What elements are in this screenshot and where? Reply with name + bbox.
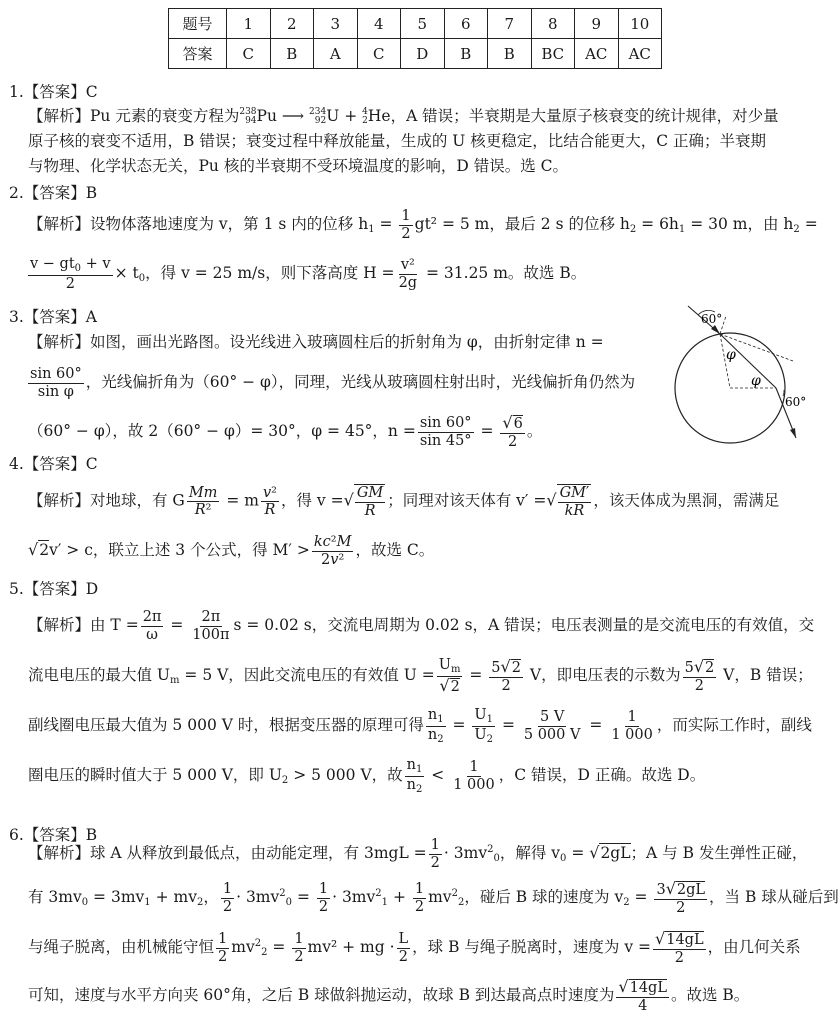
q5-text: 【解析】由 T = — [28, 616, 139, 635]
q5-line-2: 流电电压的最大值 $U_m = 5$ V，因此交流电压的有效值 U = $\frac{U_m}{√2}$ = $\frac{5√2}{2}$ V，即电压表的示数为 $\frac{5√2}{2}$ V，B 错误； — [28, 656, 813, 695]
fraction-half: $\frac{1}{2}$ — [218, 931, 228, 965]
q6-text: 。故选 B。 — [670, 986, 750, 1005]
q5-line-1: 【解析】由 T = $\frac{2\pi}{\omega}$ = $\frac{2\pi}{100\pi}$ s = 0.02 s，交流电周期为 0.02 s，A 错误；电压表测量的是交流电压的有效值，交 — [28, 609, 815, 643]
q6-explanation — [28, 832, 839, 1014]
q6-text: ，球 B 与绳子脱离时，速度为 v = — [412, 938, 652, 957]
table-header-cell: 答案 — [169, 39, 227, 69]
q5-text: s = 0.02 s，交流电周期为 0.02 s，A 错误；电压表测量的是交流电压的有效值，交 — [233, 616, 815, 635]
incident-arrow-icon — [711, 325, 720, 334]
q6-text: · 3mv — [443, 844, 488, 863]
q4-text: ，故选 C。 — [355, 541, 435, 560]
fraction-rms-formula: $\frac{U_m}{√2}$ — [438, 657, 461, 695]
fraction-v2-value: $\frac{3√2gL}{2}$ — [656, 879, 706, 916]
q6-text: ， — [203, 888, 219, 907]
fraction-period-formula: $\frac{2\pi}{\omega}$ — [142, 609, 162, 643]
fraction-voltage-ratio: $\frac{U_1}{U_2}$ — [474, 707, 494, 745]
answer-cell: BC — [531, 39, 575, 69]
q4-text: ，该天体成为黑洞，需满足 — [593, 491, 780, 510]
answer-cell: C — [357, 39, 401, 69]
fraction-snell: $\frac{\sin 60^\circ}{\text{sin φ}}$ — [30, 366, 82, 400]
nuclide-index — [362, 108, 368, 126]
light-path-diagram — [668, 306, 813, 456]
fraction-voltage-values: $\frac{5 V}{5 000 V}$ — [523, 708, 581, 743]
question-number-cell: 4 — [357, 9, 401, 39]
fraction-centripetal: $\frac{\text{v²}}{R}$ — [262, 484, 277, 519]
q5-line-4: 圈电压的瞬时值大于 5 000 V，即 $U_2 > 5$ 000 V，故 $\frac{n_1}{n_2}$ < $\frac{1}{1 000}$ ，C 错误，D 正确。故选 D。 — [28, 757, 706, 795]
q6-line-4 — [28, 978, 749, 1014]
q1-line-1: 【解析】Pu 元素的衰变方程为 238 94 Pu ⟶ 234 92 U + 4 2 He，A 错误；半衰期是大量原子核衰变的统计规律，对少量 — [28, 107, 779, 126]
u-atomic-number: 92 — [314, 116, 327, 126]
q6-text: ，解得 v — [499, 844, 561, 863]
fraction-voltmeter-reading: $\frac{5√2}{2}$ — [684, 656, 715, 694]
q6-answer-heading: 6.【答案】B — [9, 826, 98, 844]
q4-text: ，得 v = — [281, 491, 344, 510]
fraction-earth-speed: $\frac{GM}{R}$ — [354, 484, 385, 519]
q6-text: ，当 B 球从碰后到 — [709, 888, 839, 907]
answer-table-row-numbers — [169, 9, 662, 39]
q4-text: v′ > c，联立上述 3 个公式，得 M′ > — [49, 541, 310, 560]
q4-text: = m — [221, 491, 259, 510]
q5-answer-heading: 5.【答案】D — [9, 580, 99, 598]
angle-arc-bottom — [783, 390, 784, 396]
fraction-sin-ratio: $\frac{\sin 60^\circ}{\sin 45^\circ}$ — [419, 415, 472, 449]
answer-cell: AC — [618, 39, 662, 69]
he-mass-number: 4 — [362, 107, 368, 117]
fraction-half: $\frac{1}{2}$ — [430, 837, 440, 871]
pu-mass-number: 238 — [239, 107, 257, 117]
emergent-arrow-icon — [790, 428, 796, 438]
q5-text: = 5 V，因此交流电压的有效值 U = — [179, 666, 435, 685]
q3-line-3: （60° − φ），故 2（60° − φ）= 30°，φ = 45°，n = $\frac{\sin 60^\circ}{\sin 45^\circ}$ = $\frac{√6}{2}$ 。 — [28, 413, 543, 450]
q1-explanation — [28, 104, 808, 179]
question-number-cell: 8 — [531, 9, 575, 39]
question-number-cell: 6 — [444, 9, 488, 39]
q6-text: mv² + mg · — [307, 938, 395, 957]
fraction-gravity: $\frac{Mm}{\text{R²}}$ — [188, 484, 218, 519]
q5-text: V，B 错误； — [718, 666, 813, 685]
fraction-turns-ratio: $\frac{n_1}{n_2}$ — [427, 707, 444, 745]
q5-text: V，即电压表的示数为 — [524, 666, 681, 685]
fraction-half-length: $\frac{L}{2}$ — [398, 931, 409, 965]
q2-answer-heading: 2.【答案】B — [9, 184, 98, 202]
q2-explanation — [28, 208, 818, 298]
q2-line-2: $\frac{v - gt_0 + v}{2}$ × $t_0$，得 v = 25 m/s，则下落高度 H = $\frac{\text{v²}}{2g}$ = 31.25 m。故选 B。 — [30, 256, 587, 292]
q2-text: 【解析】设物体落地速度为 v，第 1 s 内的位移 h — [28, 215, 369, 234]
q5-text: > 5 000 V，故 — [288, 766, 403, 784]
fraction-rms-value: $\frac{5√2}{2}$ — [491, 656, 521, 694]
answer-table-row-answers — [169, 39, 662, 69]
fraction-ratio-bound: $\frac{1}{1 000}$ — [453, 758, 495, 793]
q5-text: 副线圈电压最大值为 5 000 V 时，根据变压器的原理可得 — [28, 716, 424, 734]
fraction-top-speed: $\frac{√14gL}{4}$ — [618, 977, 667, 1014]
q6-line-3: 与绳子脱离，由机械能守恒 $\frac{1}{2}$ $mv^2_2$ = $\frac{1}{2}$ mv² + mg · $\frac{L}{2}$ ，球 B 与绳子脱离时，速度为 v = $\frac{√14gL}{2}$ ，由几何关系 — [28, 929, 801, 966]
nuclide-index — [239, 108, 256, 126]
q2-text: = 31.25 m。故选 B。 — [421, 264, 587, 283]
phi-label-bottom: φ — [751, 373, 761, 389]
answer-cell: D — [401, 39, 445, 69]
q2-text: = — [799, 215, 818, 234]
q3-text: 。 — [526, 422, 543, 441]
q6-text: = 3mv — [88, 888, 145, 907]
fraction-ratio-value: $\frac{1}{1 000}$ — [611, 708, 653, 743]
fraction-average-velocity: $\frac{v - gt_0 + v}{2}$ — [30, 256, 111, 292]
fraction-half: $\frac{1}{2}$ — [222, 881, 233, 915]
q3-line-2 — [28, 366, 635, 400]
q1-text: 【解析】Pu 元素的衰变方程为 — [28, 107, 240, 125]
q6-text: ，由几何关系 — [707, 938, 801, 957]
question-number-cell: 9 — [575, 9, 619, 39]
fraction-result: $\frac{√6}{2}$ — [502, 413, 523, 450]
q6-text: 有 3mv — [28, 888, 82, 907]
q5-text: ，C 错误，D 正确。故选 D。 — [498, 766, 706, 784]
fraction-half: $\frac{1}{2}$ — [414, 881, 425, 915]
q5-explanation — [28, 609, 815, 799]
fraction-detach-speed: $\frac{√14gL}{2}$ — [655, 929, 704, 966]
q5-line-3: 副线圈电压最大值为 5 000 V 时，根据变压器的原理可得 $\frac{n_1}{n_2}$ = $\frac{U_1}{U_2}$ = $\frac{5 V}{5 000 V}$ = $\frac{1}{1 000}$ ，而实际工作时，副线 — [28, 707, 812, 745]
fraction-turns-ratio-2: $\frac{n_1}{n_2}$ — [406, 757, 423, 795]
q4-text: 【解析】对地球，有 G — [28, 491, 185, 510]
q5-text: 圈电压的瞬时值大于 5 000 V，即 U — [28, 766, 282, 784]
angle-label-bottom: 60° — [785, 395, 807, 409]
q4-text: ；同理对该天体有 v′ = — [387, 491, 547, 510]
u-mass-number: 234 — [309, 107, 327, 117]
q6-text: 【解析】球 A 从释放到最低点，由动能定理，有 3mgL = — [28, 844, 427, 863]
fraction-half: $\frac{1}{2}$ — [401, 208, 411, 242]
question-number-cell: 3 — [314, 9, 358, 39]
q6-text: ，碰后 B 球的速度为 v — [464, 888, 624, 907]
q3-text: （60° − φ），故 2（60° − φ）= 30°，φ = 45°，n = — [28, 422, 416, 441]
answer-table — [168, 8, 662, 69]
q6-line-1: 【解析】球 A 从释放到最低点，由动能定理，有 3mgL = $\frac{1}{2}$ · $3mv^2_0$，解得 $v_0 = √2gL$；A 与 B 发生弹性正碰， — [28, 837, 808, 871]
fraction-half: $\frac{1}{2}$ — [294, 931, 304, 965]
q1-line-2: 原子核的衰变不适用，B 错误；衰变过程中释放能量，生成的 U 核更稳定，比结合能更大，C 正确；半衰期 — [28, 132, 767, 150]
q1-answer-heading: 1.【答案】C — [9, 83, 98, 101]
answer-cell: B — [270, 39, 314, 69]
q6-text: ；A 与 B 发生弹性正碰， — [630, 844, 808, 863]
phi-label-top: φ — [726, 347, 736, 363]
fraction-height: $\frac{\text{v²}}{2g}$ — [398, 256, 418, 291]
he-atomic-number: 2 — [362, 116, 368, 126]
q4-line-2: √2v′ > c，联立上述 3 个公式，得 M′ > $\frac{\text{kc²M}}{\text{2v²}}$ ，故选 C。 — [28, 534, 435, 568]
q2-text: ，得 v = 25 m/s，则下落高度 H = — [145, 264, 395, 283]
question-number-cell: 5 — [401, 9, 445, 39]
angle-label-top: 60° — [701, 312, 723, 326]
question-number-cell: 10 — [618, 9, 662, 39]
pu-atomic-number: 94 — [245, 116, 257, 126]
table-header-cell: 题号 — [169, 9, 227, 39]
q2-text: = 30 m，由 h — [685, 215, 794, 234]
q3-line-1: 【解析】如图，画出光路图。设光线进入玻璃圆柱后的折射角为 φ，由折射定律 n = — [28, 333, 604, 351]
q3-text: ，光线偏折角为（60° − φ），同理，光线从玻璃圆柱射出时，光线偏折角仍然为 — [85, 373, 636, 392]
q2-text: × t — [114, 264, 139, 283]
fraction-star-speed: $\frac{GM'}{kR}$ — [557, 484, 592, 519]
q6-text: = — [566, 844, 590, 863]
nuclide-index — [309, 108, 326, 126]
q4-answer-heading: 4.【答案】C — [9, 455, 98, 473]
q6-text: 与绳子脱离，由机械能守恒 — [28, 938, 215, 957]
q4-line-1: 【解析】对地球，有 G $\frac{Mm}{\text{R²}}$ = m $\frac{\text{v²}}{R}$ ，得 v =√ $\frac{GM}{R}$ ；同理对该天体有 v′ =√ $\frac{GM'}{kR}$ ，该天体成为黑洞，需满足 — [28, 484, 780, 519]
q2-line-1: 【解析】设物体落地速度为 v，第 1 s 内的位移 $h_1$ = $\frac{1}{2}$ gt² = 5 m，最后 2 s 的位移 $h_2 = 6h_1 = 30$ m，由 $h_2$ = — [28, 208, 818, 242]
q2-text: gt² = 5 m，最后 2 s 的位移 h — [414, 215, 630, 234]
question-number-cell: 2 — [270, 9, 314, 39]
fraction-mass-bound: $\frac{\text{kc²M}}{\text{2v²}}$ — [313, 534, 352, 568]
q3-answer-heading: 3.【答案】A — [9, 308, 97, 326]
answer-cell: C — [227, 39, 271, 69]
q3-explanation — [28, 330, 660, 450]
q4-explanation — [28, 484, 808, 574]
q6-text: + mv — [150, 888, 197, 907]
q1-text: ，A 错误；半衰期是大量原子核衰变的统计规律，对少量 — [390, 107, 779, 125]
q1-line-3: 与物理、化学状态无关，Pu 核的半衰期不受环境温度的影响，D 错误。选 C。 — [28, 157, 568, 175]
answer-cell: B — [444, 39, 488, 69]
answer-cell: A — [314, 39, 358, 69]
q5-text: ，而实际工作时，副线 — [656, 716, 812, 734]
answer-cell: B — [488, 39, 532, 69]
q6-text: 可知，速度与水平方向夹 60°角，之后 B 球做斜抛运动，故球 B 到达最高点时速度为 — [28, 986, 615, 1005]
fraction-period-value: $\frac{2\pi}{100\pi}$ — [192, 609, 230, 643]
question-number-cell: 1 — [227, 9, 271, 39]
q6-line-2: 有 $3mv_0 = 3mv_1 + mv_2$， $\frac{1}{2}$ · $3mv^2_0$ = $\frac{1}{2}$ · $3mv^2_1$ + $\frac{1}{2}$ $mv^2_2$，碰后 B 球的速度为 $v_2$ = $\frac{3√2gL}{2}$ ，当 B 球从碰后到 — [28, 879, 839, 916]
q2-text: = 6h — [636, 215, 679, 234]
answer-cell: AC — [575, 39, 619, 69]
q5-text: 流电电压的最大值 U — [28, 666, 170, 685]
question-number-cell: 7 — [488, 9, 532, 39]
fraction-half: $\frac{1}{2}$ — [318, 881, 329, 915]
